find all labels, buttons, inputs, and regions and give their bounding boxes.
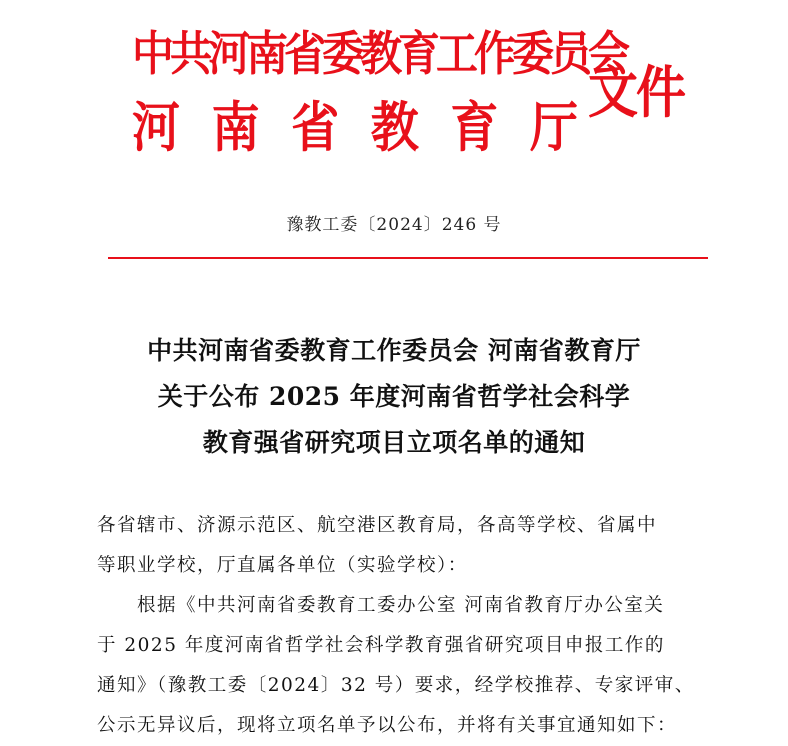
paragraph-line: 通知》（豫教工委〔2024〕32 号）要求，经学校推荐、专家评审、 — [97, 675, 695, 696]
document-title — [60, 328, 728, 466]
title-line: 关于公布 2025 年度河南省哲学社会科学 — [157, 382, 631, 411]
issuer-char: 河 — [132, 96, 181, 160]
issuer-char: 育 — [450, 96, 499, 160]
paragraph-line: 于 2025 年度河南省哲学社会科学教育强省研究项目申报工作的 — [97, 635, 665, 656]
document-number: 豫教工委〔2024〕246 号 — [286, 215, 502, 235]
addressee-line: 各省辖市、济源示范区、航空港区教育局，各高等学校、省属中 — [97, 515, 658, 536]
paragraph-line: 公示无异议后，现将立项名单予以公布，并将有关事宜通知如下： — [97, 715, 678, 736]
document-letterhead — [0, 0, 788, 200]
issuer-char: 省 — [291, 96, 340, 160]
red-divider-line — [108, 257, 708, 259]
title-line: 中共河南省委教育工作委员会 河南省教育厅 — [147, 336, 641, 365]
issuer-char: 教 — [370, 96, 419, 160]
issuer-party-committee-name: 中共河南省委教育工作委员会 — [132, 26, 627, 82]
title-line: 教育强省研究项目立项名单的通知 — [202, 428, 586, 457]
document-body — [97, 506, 717, 746]
issuer-education-department-name — [132, 92, 578, 164]
issuer-char: 南 — [211, 96, 260, 160]
paragraph-line: 根据《中共河南省委教育工委办公室 河南省教育厅办公室关 — [137, 595, 665, 616]
issuer-char: 厅 — [529, 96, 578, 160]
document-word: 文件 — [588, 59, 684, 126]
addressee-line: 等职业学校，厅直属各单位（实验学校）： — [97, 555, 468, 576]
